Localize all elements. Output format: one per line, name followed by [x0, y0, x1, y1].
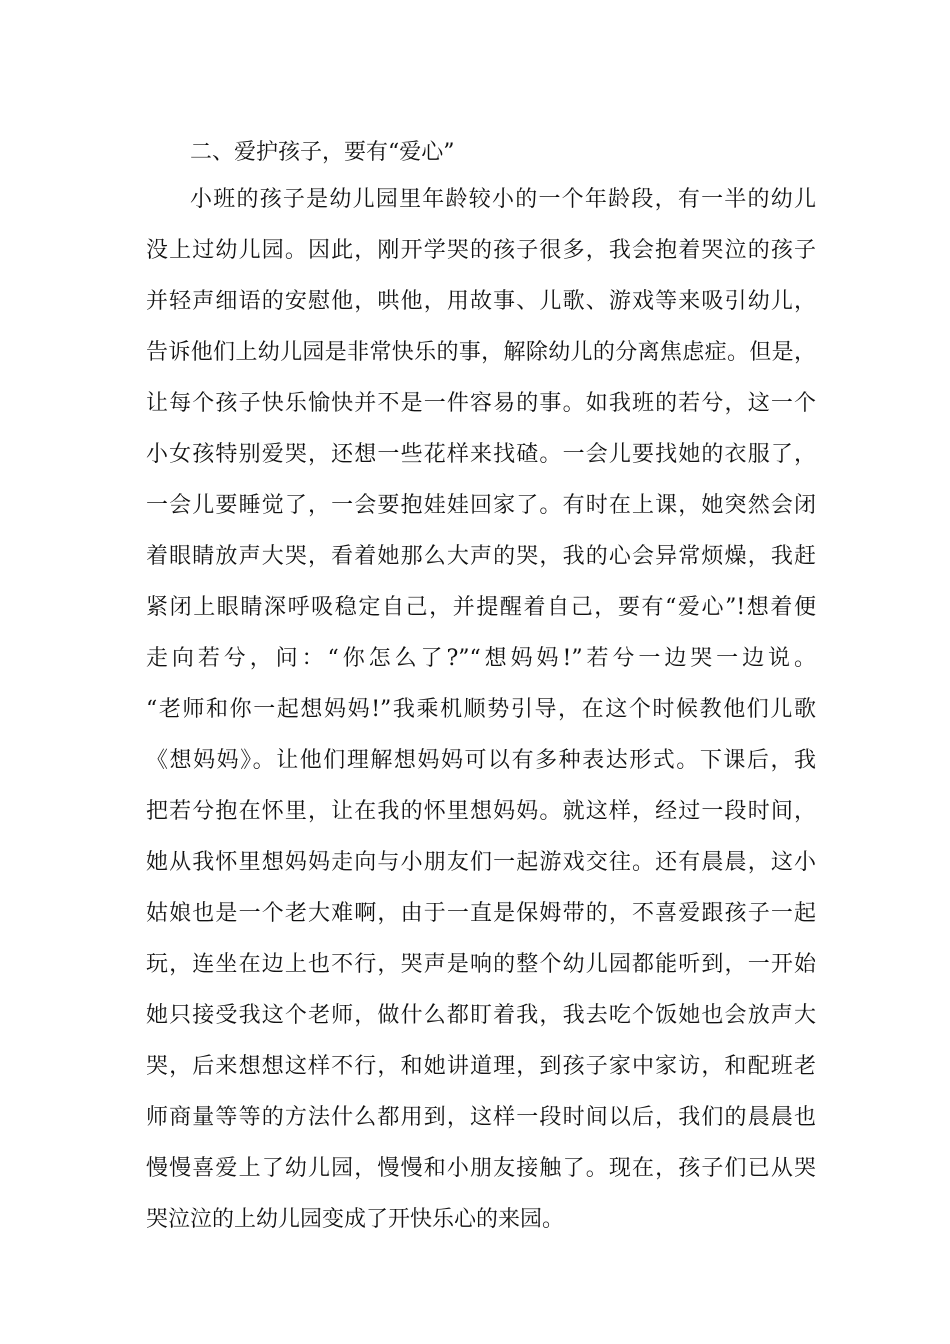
paragraph-line: 没上过幼儿园。因此，刚开学哭的孩子很多，我会抱着哭泣的孩子: [146, 238, 816, 263]
paragraph-line: 走向若兮，问：“你怎么了?”“想妈妈!”若兮一边哭一边说。: [146, 646, 816, 671]
paragraph-line: 慢慢喜爱上了幼儿园，慢慢和小朋友接触了。现在，孩子们已从哭: [146, 1156, 816, 1181]
paragraph-line: 她从我怀里想妈妈走向与小朋友们一起游戏交往。还有晨晨，这小: [146, 850, 816, 875]
paragraph-line: 让每个孩子快乐愉快并不是一件容易的事。如我班的若兮，这一个: [146, 391, 816, 416]
paragraph-line: 一会儿要睡觉了，一会要抱娃娃回家了。有时在上课，她突然会闭: [146, 493, 816, 518]
paragraph-line: 师商量等等的方法什么都用到，这样一段时间以后，我们的晨晨也: [146, 1105, 816, 1130]
body-paragraph: [146, 185, 816, 1256]
paragraph-line: 玩，连坐在边上也不行，哭声是响的整个幼儿园都能听到，一开始: [146, 952, 816, 977]
paragraph-line: 哭，后来想想这样不行，和她讲道理，到孩子家中家访，和配班老: [146, 1054, 816, 1079]
paragraph-line: “老师和你一起想妈妈!”我乘机顺势引导，在这个时候教他们儿歌: [146, 697, 816, 722]
paragraph-line: 哭泣泣的上幼儿园变成了开快乐心的来园。: [146, 1207, 565, 1232]
paragraph-line: 并轻声细语的安慰他，哄他，用故事、儿歌、游戏等来吸引幼儿，: [146, 289, 816, 314]
paragraph-line: 小班的孩子是幼儿园里年龄较小的一个年龄段，有一半的幼儿: [190, 187, 816, 212]
paragraph-line: 把若兮抱在怀里，让在我的怀里想妈妈。就这样，经过一段时间，: [146, 799, 816, 824]
paragraph-line: 小女孩特别爱哭，还想一些花样来找碴。一会儿要找她的衣服了，: [146, 442, 816, 467]
paragraph-line: 紧闭上眼睛深呼吸稳定自己，并提醒着自己，要有“爱心”!想着便: [146, 595, 816, 620]
paragraph-line: 她只接受我这个老师，做什么都盯着我，我去吃个饭她也会放声大: [146, 1003, 816, 1028]
paragraph-line: 《想妈妈》。让他们理解想妈妈可以有多种表达形式。下课后，我: [146, 748, 816, 773]
paragraph-line: 姑娘也是一个老大难啊，由于一直是保姆带的，不喜爱跟孩子一起: [146, 901, 816, 926]
paragraph-line: 告诉他们上幼儿园是非常快乐的事，解除幼儿的分离焦虑症。但是，: [146, 340, 816, 365]
section-heading: 二、爱护孩子，要有“爱心”: [190, 140, 455, 165]
paragraph-line: 着眼睛放声大哭，看着她那么大声的哭，我的心会异常烦燥，我赶: [146, 544, 816, 569]
